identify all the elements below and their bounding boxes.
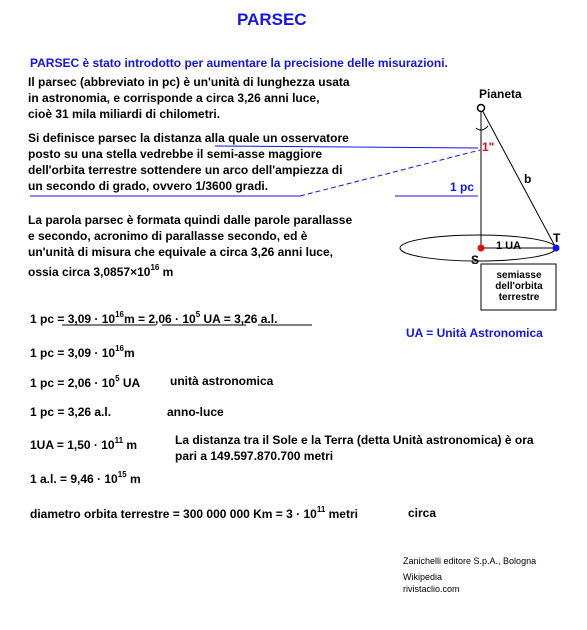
t-label: T [553, 231, 561, 245]
equation-7-tail: circa [408, 506, 437, 520]
page-title: PARSEC [237, 10, 307, 29]
planet-marker [478, 105, 485, 112]
equation-1: 1 pc = $3,09 \cdot 10^{16}m = 2,06 \cdot 10^5$ UA = 3,26 a.l. [30, 310, 278, 326]
angle-arc [476, 126, 488, 130]
paragraph-3-text: m [159, 265, 174, 279]
credit-line: rivistaclio.com [403, 584, 460, 594]
ua-label: 1 UA [496, 240, 522, 252]
paragraph-3-line: e secondo, acronimo di parallasse secondo, ed è [28, 229, 308, 243]
intro-line: PARSEC è stato introdotto per aumentare la precisione delle misurazioni. [30, 56, 448, 70]
equation-6: 1 a.l. = $9,46 \cdot 10^{15}$ m [30, 470, 141, 486]
angle-label: 1" [482, 140, 495, 154]
equation-3: 1 pc = $2,06 \cdot 10^5$ UA [30, 374, 141, 390]
earth-marker [553, 245, 560, 252]
paragraph-2-line: Si definisce parsec la distanza alla quale un osservatore [28, 131, 349, 145]
paragraph-1-line: in astronomia, e corrisponde a circa 3,26 anni luce, [28, 91, 320, 105]
planet-earth-line [481, 108, 556, 248]
pc-label: 1 pc [450, 180, 475, 194]
credits [403, 555, 536, 595]
equation-5: $1UA = 1,50 \cdot 10^{11}$ m [30, 436, 138, 452]
paragraph-1-line: Il parsec (abbreviato in pc) è un'unità di lunghezza usata [28, 75, 350, 89]
ref-line [215, 146, 478, 148]
b-label: b [524, 172, 532, 186]
paragraph-2-line: un secondo di grado, ovvero 1/3600 gradi. [28, 179, 269, 193]
credit-line: Zanichelli editore S.p.A., Bologna [403, 556, 537, 566]
equation-4-note: anno-luce [167, 405, 224, 419]
equation-7: diametro orbita terrestre = 300 000 000 $Km = 3 \cdot 10^{11}$ metri [30, 505, 358, 521]
paragraph-3-line: La parola parsec è formata quindi dalle parole parallasse [28, 213, 353, 227]
exponent: 16 [150, 263, 160, 272]
paragraph-1-line: cioè 31 mila miliardi di chilometri. [28, 107, 221, 121]
equation-4: 1 pc = 3,26 a.l. [30, 405, 112, 419]
paragraph-2-line: posto su una stella vedrebbe il semi-asse maggiore [28, 147, 323, 161]
sun-marker [478, 245, 485, 252]
equation-2: 1 pc = $3,09 \cdot 10^{16}m$ [30, 344, 135, 360]
paragraph-3-text: ossia circa 3,0857×10 [28, 265, 151, 279]
equation-5-note: La distanza tra il Sole e la Terra (detta Unità astronomica) è ora pari a 149.597.870.700 metri [175, 433, 534, 463]
semiasse-label: semiasse dell'orbita terrestre [495, 270, 543, 303]
ua-definition: UA = Unità Astronomica [406, 326, 543, 340]
paragraph-2-line: dell'orbita terrestre sottendere un arco dell'ampiezza di [28, 163, 343, 177]
equation-3-note: unità astronomica [170, 374, 274, 388]
s-label: S [471, 253, 480, 267]
paragraph-3-line: un'unità di misura che equivale a circa 3,26 anni luce, [28, 245, 333, 259]
credit-line: Wikipedia [403, 572, 443, 582]
pianeta-label: Pianeta [479, 87, 522, 101]
